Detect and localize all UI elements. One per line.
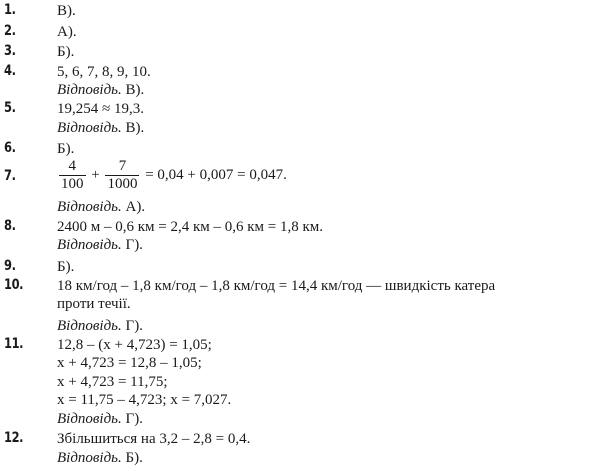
answer-text: Г).: [125, 318, 143, 334]
item-number: 12.: [4, 430, 24, 446]
solution-line: [57, 158, 287, 193]
answer-text: Г).: [125, 411, 143, 427]
solution-line: 18 км/год – 1,8 км/год – 1,8 км/год = 14,4 км/год — швидкість катера: [57, 278, 496, 294]
item-number: 10.: [4, 277, 24, 293]
item-number: 8.: [4, 218, 16, 234]
fraction: [105, 158, 139, 193]
answer-text: В).: [57, 3, 76, 19]
answer-line: [57, 449, 143, 467]
fraction: [59, 158, 86, 193]
item-number: 4.: [4, 63, 16, 79]
item-number: 6.: [4, 140, 16, 156]
plus-sign: +: [91, 167, 100, 183]
item-number: 9.: [4, 258, 16, 274]
item-number: 7.: [4, 168, 16, 184]
answer-text: В).: [125, 120, 145, 136]
answer-line: [57, 81, 144, 99]
item-number: 3.: [4, 43, 16, 59]
solution-line: 5, 6, 7, 8, 9, 10.: [57, 64, 151, 80]
fraction-denominator: 100: [61, 176, 84, 193]
answer-line: [57, 317, 143, 335]
answer-text: Б).: [57, 259, 75, 275]
solution-rest: = 0,04 + 0,007 = 0,047.: [145, 167, 287, 183]
answer-label: Відповідь.: [57, 120, 122, 136]
answer-label: Відповідь.: [57, 318, 122, 334]
item-number: 1.: [4, 2, 16, 18]
answer-label: Відповідь.: [57, 450, 122, 466]
answer-label: Відповідь.: [57, 82, 122, 98]
solution-line: проти течії.: [57, 296, 131, 312]
answer-label: Відповідь.: [57, 199, 122, 215]
answer-line: [57, 198, 145, 216]
item-number: 2.: [4, 23, 16, 39]
fraction-denominator: 1000: [107, 176, 138, 193]
solution-line: x + 4,723 = 11,75;: [57, 374, 168, 390]
answer-text: А).: [125, 199, 146, 215]
answer-text: Б).: [125, 450, 143, 466]
item-number: 11.: [4, 336, 24, 352]
item-number: 5.: [4, 100, 16, 116]
answer-line: [57, 410, 143, 428]
answer-text: Б).: [57, 141, 75, 157]
answer-text: А).: [57, 24, 77, 40]
answer-label: Відповідь.: [57, 237, 122, 253]
fraction-numerator: 7: [105, 158, 139, 176]
solution-line: 19,254 ≈ 19,3.: [57, 101, 144, 117]
answer-text: Б).: [57, 44, 75, 60]
answer-label: Відповідь.: [57, 411, 122, 427]
solution-line: 12,8 – (x + 4,723) = 1,05;: [57, 337, 212, 353]
solution-line: x = 11,75 – 4,723; x = 7,027.: [57, 392, 232, 408]
answer-line: [57, 236, 143, 254]
solution-line: x + 4,723 = 12,8 – 1,05;: [57, 355, 202, 371]
fraction-numerator: 4: [59, 158, 86, 176]
answer-line: [57, 119, 144, 137]
solution-line: Збільшиться на 3,2 – 2,8 = 0,4.: [57, 431, 251, 447]
answer-text: В).: [125, 82, 145, 98]
solution-line: 2400 м – 0,6 км = 2,4 км – 0,6 км = 1,8 км.: [57, 219, 324, 235]
answer-text: Г).: [125, 237, 143, 253]
